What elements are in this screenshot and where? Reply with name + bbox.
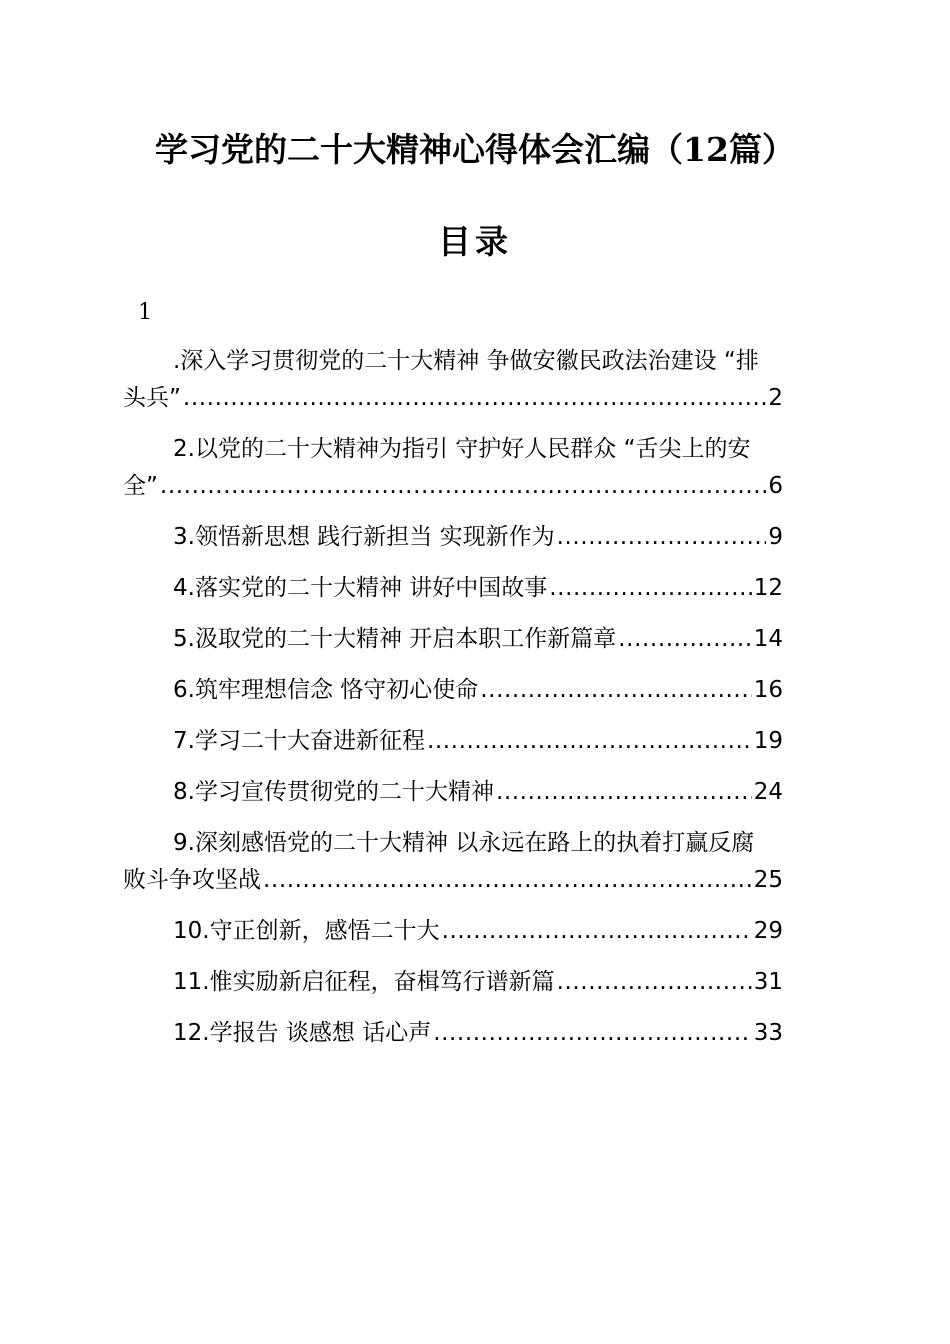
toc-page-number: 9: [768, 524, 783, 550]
dot-leader: [183, 380, 766, 417]
toc-entry-8[interactable]: [123, 774, 783, 811]
toc-entry-title: 7.学习二十大奋进新征程: [173, 728, 425, 754]
document-title: 学习党的二十大精神心得体会汇编（12篇）: [155, 130, 795, 169]
toc-entry-2[interactable]: [123, 431, 835, 505]
toc-entry-1[interactable]: [123, 343, 835, 417]
toc-entry-title: 10.守正创新，感悟二十大: [173, 918, 440, 944]
toc-page-number: 31: [753, 969, 783, 995]
dot-leader: [427, 723, 752, 760]
dot-leader: [549, 570, 751, 607]
toc-entry-title: 6.筑牢理想信念 恪守初心使命: [173, 677, 479, 703]
dot-leader: [618, 621, 751, 658]
toc-page-number: 19: [753, 728, 783, 754]
toc-page-number: 25: [753, 867, 783, 893]
toc-entry-title: 4.落实党的二十大精神 讲好中国故事: [173, 575, 548, 601]
toc-entry-title-line2: 头兵”: [123, 385, 181, 411]
dot-leader: [557, 964, 752, 1001]
table-of-contents: [123, 343, 835, 1066]
toc-entry-7[interactable]: [123, 723, 783, 760]
toc-page-number: 16: [753, 677, 783, 703]
dot-leader: [496, 774, 752, 811]
toc-entry-10[interactable]: [123, 913, 783, 950]
toc-entry-title-line2: 败斗争攻坚战: [123, 867, 261, 893]
toc-entry-11[interactable]: [123, 964, 783, 1001]
dot-leader: [442, 913, 752, 950]
toc-entry-title-line1: 9.深刻感悟党的二十大精神 以永远在路上的执着打赢反腐: [173, 830, 755, 856]
toc-entry-12[interactable]: [123, 1015, 783, 1052]
toc-entry-title: 5.汲取党的二十大精神 开启本职工作新篇章: [173, 626, 617, 652]
toc-entry-title-line1: .深入学习贯彻党的二十大精神 争做安徽民政法治建设 “排: [173, 348, 759, 374]
toc-heading: 目录: [438, 222, 512, 261]
dot-leader: [480, 672, 751, 709]
dot-leader: [557, 519, 767, 556]
toc-entry-title: 12.学报告 谈感想 话心声: [173, 1020, 432, 1046]
toc-page-number: 24: [753, 779, 783, 805]
toc-entry-title-line1: 2.以党的二十大精神为指引 守护好人民群众 “舌尖上的安: [173, 436, 751, 462]
toc-page-number: 29: [753, 918, 783, 944]
toc-entry-title: 11.惟实励新启征程，奋楫笃行谱新篇: [173, 969, 555, 995]
toc-entry-title: 8.学习宣传贯彻党的二十大精神: [173, 779, 494, 805]
dot-leader: [160, 468, 766, 505]
toc-page-number: 33: [753, 1020, 783, 1046]
dot-leader: [263, 862, 752, 899]
stray-number: 1: [138, 300, 152, 325]
toc-entry-6[interactable]: [123, 672, 783, 709]
toc-entry-title: 3.领悟新思想 践行新担当 实现新作为: [173, 524, 555, 550]
toc-page-number: 14: [753, 626, 783, 652]
toc-entry-4[interactable]: [123, 570, 783, 607]
toc-entry-9[interactable]: [123, 825, 835, 899]
toc-page-number: 2: [768, 385, 783, 411]
toc-page-number: 12: [753, 575, 783, 601]
toc-entry-3[interactable]: [123, 519, 783, 556]
toc-page-number: 6: [768, 473, 783, 499]
toc-entry-5[interactable]: [123, 621, 783, 658]
toc-entry-title-line2: 全”: [123, 473, 158, 499]
dot-leader: [433, 1015, 752, 1052]
